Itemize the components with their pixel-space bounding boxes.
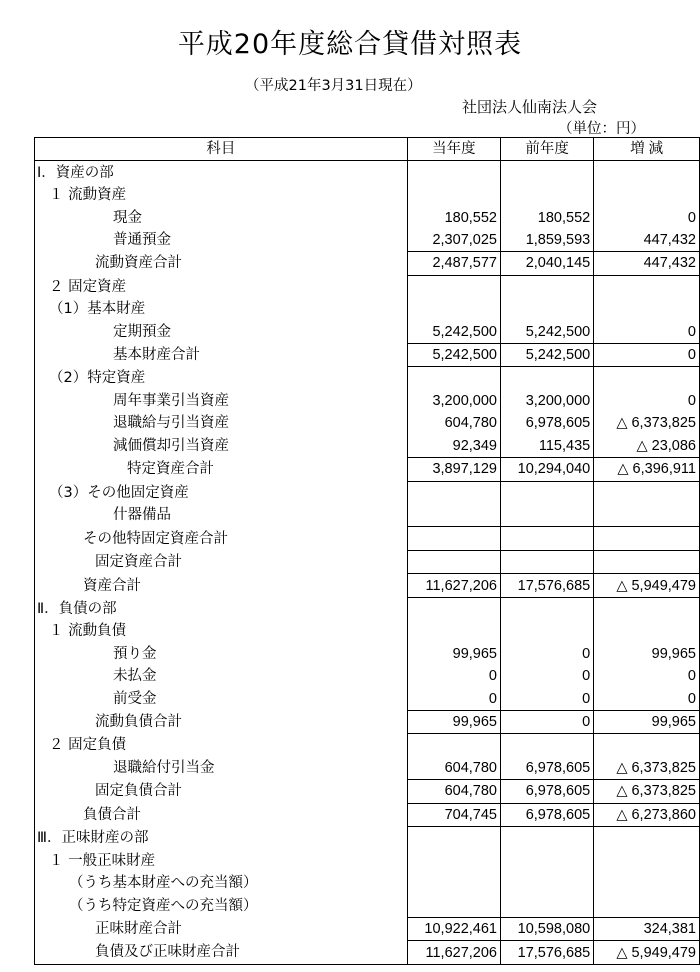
- change-value: [594, 550, 700, 573]
- previous-year-value: [500, 275, 593, 298]
- account-label: 前受金: [35, 688, 408, 711]
- change-value: [594, 481, 700, 504]
- table-row: [35, 780, 700, 803]
- change-value: 447,432: [594, 252, 700, 275]
- previous-year-value: 5,242,500: [500, 343, 593, 366]
- account-label: （3）その他固定資産: [35, 481, 408, 504]
- table-row: [35, 850, 700, 872]
- account-label: １ 流動負債: [35, 620, 408, 642]
- current-year-value: [407, 367, 500, 390]
- table-row: [35, 206, 700, 228]
- change-value: △ 6,373,825: [594, 780, 700, 803]
- table-row: [35, 710, 700, 733]
- currency-unit: （単位：円）: [558, 121, 645, 137]
- account-label: 普通預金: [35, 229, 408, 252]
- change-value: 99,965: [594, 643, 700, 665]
- table-row: [35, 574, 700, 597]
- current-year-value: [407, 620, 500, 642]
- previous-year-value: [500, 872, 593, 894]
- change-value: [594, 734, 700, 757]
- account-label: 現金: [35, 206, 408, 228]
- table-row: [35, 941, 700, 964]
- current-year-value: [407, 872, 500, 894]
- account-label: 負債及び正味財産合計: [35, 941, 408, 964]
- table-row: [35, 550, 700, 573]
- previous-year-value: 115,435: [500, 435, 593, 458]
- previous-year-value: 6,978,605: [500, 757, 593, 780]
- table-row: [35, 481, 700, 504]
- table-row: [35, 504, 700, 527]
- previous-year-value: 10,598,080: [500, 917, 593, 940]
- previous-year-value: [500, 367, 593, 390]
- current-year-value: 11,627,206: [407, 574, 500, 597]
- change-value: [594, 894, 700, 917]
- current-year-value: 3,897,129: [407, 458, 500, 481]
- account-label: Ⅰ．資産の部: [35, 161, 408, 184]
- change-value: 324,381: [594, 917, 700, 940]
- previous-year-value: [500, 850, 593, 872]
- document-title: 平成20年度総合貸借対照表: [177, 29, 523, 60]
- table-row: [35, 252, 700, 275]
- current-year-value: 5,242,500: [407, 321, 500, 344]
- previous-year-value: 6,978,605: [500, 803, 593, 826]
- change-value: 0: [594, 206, 700, 228]
- previous-year-value: 6,978,605: [500, 780, 593, 803]
- current-year-value: [407, 527, 500, 550]
- current-year-value: [407, 275, 500, 298]
- change-value: 0: [594, 321, 700, 344]
- account-label: 減価償却引当資産: [35, 435, 408, 458]
- current-year-value: [407, 481, 500, 504]
- previous-year-value: [500, 184, 593, 206]
- previous-year-value: [500, 597, 593, 620]
- table-row: [35, 343, 700, 366]
- table-row: [35, 527, 700, 550]
- account-label: ２ 固定資産: [35, 275, 408, 298]
- account-label: 基本財産合計: [35, 343, 408, 366]
- table-row: [35, 688, 700, 711]
- header-account: 科目: [35, 138, 408, 161]
- change-value: △ 6,373,825: [594, 412, 700, 434]
- table-row: [35, 803, 700, 826]
- previous-year-value: 10,294,040: [500, 458, 593, 481]
- account-label: 正味財産合計: [35, 917, 408, 940]
- account-label: 未払金: [35, 665, 408, 687]
- previous-year-value: 0: [500, 710, 593, 733]
- previous-year-value: [500, 481, 593, 504]
- account-label: 退職給付引当金: [35, 757, 408, 780]
- previous-year-value: [500, 504, 593, 527]
- current-year-value: 604,780: [407, 780, 500, 803]
- current-year-value: 11,627,206: [407, 941, 500, 964]
- account-label: 什器備品: [35, 504, 408, 527]
- change-value: [594, 298, 700, 320]
- current-year-value: 180,552: [407, 206, 500, 228]
- change-value: 0: [594, 343, 700, 366]
- previous-year-value: 0: [500, 643, 593, 665]
- account-label: 流動資産合計: [35, 252, 408, 275]
- current-year-value: [407, 550, 500, 573]
- table-row: [35, 458, 700, 481]
- previous-year-value: [500, 894, 593, 917]
- table-row: [35, 275, 700, 298]
- header-previous-year: 前年度: [500, 138, 593, 161]
- table-row: [35, 643, 700, 665]
- account-label: （1）基本財産: [35, 298, 408, 320]
- change-value: [594, 872, 700, 894]
- previous-year-value: [500, 161, 593, 184]
- previous-year-value: [500, 298, 593, 320]
- account-label: Ⅱ．負債の部: [35, 597, 408, 620]
- previous-year-value: 2,040,145: [500, 252, 593, 275]
- current-year-value: 704,745: [407, 803, 500, 826]
- change-value: [594, 161, 700, 184]
- previous-year-value: 0: [500, 665, 593, 687]
- account-label: 退職給与引当資産: [35, 412, 408, 434]
- balance-sheet-table: [34, 137, 700, 965]
- table-row: [35, 665, 700, 687]
- account-label: （うち基本財産への充当額）: [35, 872, 408, 894]
- table-row: [35, 161, 700, 184]
- change-value: [594, 275, 700, 298]
- change-value: [594, 850, 700, 872]
- change-value: [594, 184, 700, 206]
- change-value: 447,432: [594, 229, 700, 252]
- table-row: [35, 734, 700, 757]
- table-row: [35, 412, 700, 434]
- change-value: [594, 504, 700, 527]
- change-value: △ 23,086: [594, 435, 700, 458]
- change-value: 0: [594, 688, 700, 711]
- change-value: [594, 620, 700, 642]
- current-year-value: 0: [407, 688, 500, 711]
- change-value: 0: [594, 390, 700, 412]
- table-row: [35, 435, 700, 458]
- table-row: [35, 184, 700, 206]
- table-row: [35, 917, 700, 940]
- header-current-year: 当年度: [407, 138, 500, 161]
- current-year-value: 99,965: [407, 643, 500, 665]
- account-label: ２ 固定負債: [35, 734, 408, 757]
- account-label: 固定資産合計: [35, 550, 408, 573]
- current-year-value: [407, 298, 500, 320]
- account-label: 流動負債合計: [35, 710, 408, 733]
- previous-year-value: 5,242,500: [500, 321, 593, 344]
- table-row: [35, 827, 700, 850]
- table-row: [35, 757, 700, 780]
- table-row: [35, 597, 700, 620]
- current-year-value: 2,487,577: [407, 252, 500, 275]
- change-value: 0: [594, 665, 700, 687]
- account-label: １ 一般正味財産: [35, 850, 408, 872]
- previous-year-value: 17,576,685: [500, 941, 593, 964]
- previous-year-value: [500, 620, 593, 642]
- account-label: 固定負債合計: [35, 780, 408, 803]
- header-change: 増 減: [594, 138, 700, 161]
- current-year-value: 604,780: [407, 757, 500, 780]
- table-row: [35, 367, 700, 390]
- account-label: 周年事業引当資産: [35, 390, 408, 412]
- table-row: [35, 872, 700, 894]
- account-label: 資産合計: [35, 574, 408, 597]
- current-year-value: 604,780: [407, 412, 500, 434]
- account-label: その他特固定資産合計: [35, 527, 408, 550]
- table-row: [35, 620, 700, 642]
- current-year-value: [407, 161, 500, 184]
- change-value: [594, 527, 700, 550]
- table-row: [35, 321, 700, 344]
- table-row: [35, 894, 700, 917]
- current-year-value: [407, 184, 500, 206]
- change-value: △ 5,949,479: [594, 574, 700, 597]
- change-value: △ 6,396,911: [594, 458, 700, 481]
- table-row: [35, 229, 700, 252]
- account-label: （うち特定資産への充当額）: [35, 894, 408, 917]
- current-year-value: [407, 827, 500, 850]
- account-label: １ 流動資産: [35, 184, 408, 206]
- current-year-value: [407, 850, 500, 872]
- table-row: [35, 390, 700, 412]
- account-label: 預り金: [35, 643, 408, 665]
- table-header-row: [35, 138, 700, 161]
- change-value: △ 6,373,825: [594, 757, 700, 780]
- previous-year-value: 1,859,593: [500, 229, 593, 252]
- change-value: △ 6,273,860: [594, 803, 700, 826]
- current-year-value: 2,307,025: [407, 229, 500, 252]
- account-label: 負債合計: [35, 803, 408, 826]
- previous-year-value: 6,978,605: [500, 412, 593, 434]
- change-value: △ 5,949,479: [594, 941, 700, 964]
- previous-year-value: [500, 527, 593, 550]
- current-year-value: 5,242,500: [407, 343, 500, 366]
- table-row: [35, 298, 700, 320]
- current-year-value: 0: [407, 665, 500, 687]
- previous-year-value: [500, 827, 593, 850]
- previous-year-value: [500, 550, 593, 573]
- current-year-value: 3,200,000: [407, 390, 500, 412]
- change-value: [594, 827, 700, 850]
- current-year-value: 92,349: [407, 435, 500, 458]
- previous-year-value: [500, 734, 593, 757]
- current-year-value: 10,922,461: [407, 917, 500, 940]
- organization-name: 社団法人仙南法人会: [462, 98, 598, 116]
- change-value: 99,965: [594, 710, 700, 733]
- current-year-value: [407, 894, 500, 917]
- current-year-value: 99,965: [407, 710, 500, 733]
- account-label: Ⅲ．正味財産の部: [35, 827, 408, 850]
- current-year-value: [407, 734, 500, 757]
- previous-year-value: 17,576,685: [500, 574, 593, 597]
- account-label: 定期預金: [35, 321, 408, 344]
- account-label: 特定資産合計: [35, 458, 408, 481]
- as-of-date: （平成21年3月31日現在）: [245, 78, 422, 94]
- current-year-value: [407, 504, 500, 527]
- previous-year-value: 3,200,000: [500, 390, 593, 412]
- change-value: [594, 367, 700, 390]
- current-year-value: [407, 597, 500, 620]
- previous-year-value: 0: [500, 688, 593, 711]
- previous-year-value: 180,552: [500, 206, 593, 228]
- account-label: （2）特定資産: [35, 367, 408, 390]
- change-value: [594, 597, 700, 620]
